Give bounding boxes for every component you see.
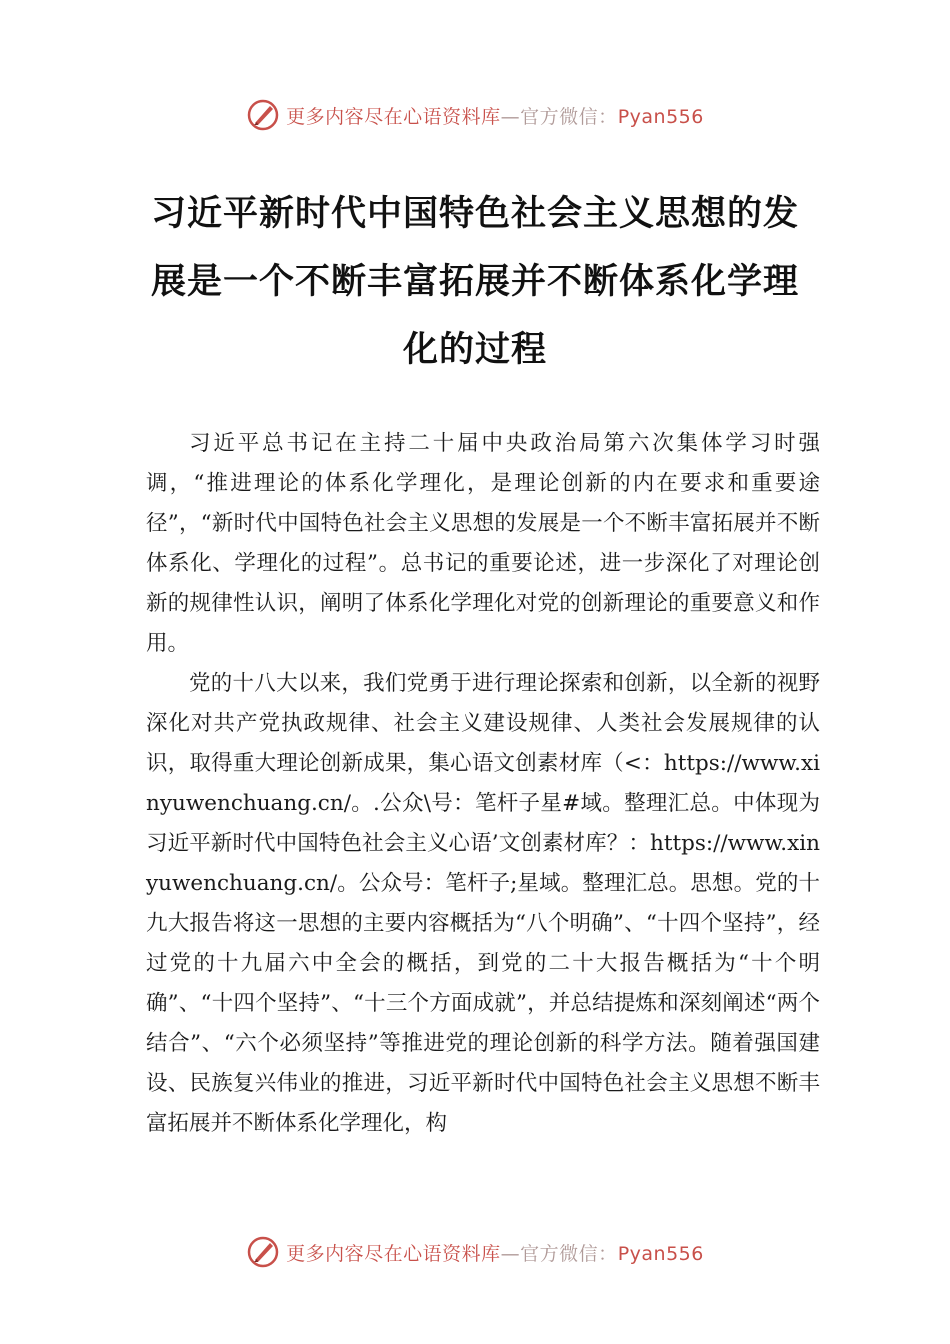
- brush-seal-icon: [246, 98, 280, 132]
- watermark-text: [286, 1239, 704, 1266]
- paragraph-1: 习近平总书记在主持二十届中央政治局第六次集体学习时强调，“推进理论的体系化学理化，是理论创新的内在要求和重要途径”，“新时代中国特色社会主义思想的发展是一个不断丰富拓展并不断体系化、学理化的过程”。总书记的重要论述，进一步深化了对理论创新的规律性认识，阐明了体系化学理化对党的创新理论的重要意义和作用。: [146, 431, 820, 656]
- brush-seal-icon: [246, 1235, 280, 1269]
- paragraph-2: 党的十八大以来，我们党勇于进行理论探索和创新，以全新的视野深化对共产党执政规律、社会主义建设规律、人类社会发展规律的认识，取得重大理论创新成果，集心语文创素材库（<：https://www.xinyuwenchuang.cn/。.公众\号：笔杆子星#域。整理汇总。中体现为习近平新时代中国特色社会主义心语’文创素材库？：https://www.xinyuwenchuang.cn/。公众号：笔杆子;星域。整理汇总。思想。党的十九大报告将这一思想的主要内容概括为“八个明确”、“十四个坚持”，经过党的十九届六中全会的概括，到党的二十大报告概括为“十个明确”、“十四个坚持”、“十三个方面成就”，并总结提炼和深刻阐述“两个结合”、“六个必须坚持”等推进党的理论创新的科学方法。随着强国建设、民族复兴伟业的推进，习近平新时代中国特色社会主义思想不断丰富拓展并不断体系化学理化，构: [146, 671, 820, 1136]
- watermark-name: 更多内容尽在心语资料库: [286, 1242, 501, 1265]
- footer-watermark: [0, 1232, 950, 1272]
- document-title: 习近平新时代中国特色社会主义思想的发展是一个不断丰富拓展并不断体系化学理化的过程: [150, 194, 799, 370]
- watermark-wechat-id: Pyan556: [617, 105, 704, 128]
- header-watermark: [0, 95, 950, 135]
- watermark-wechat-id: Pyan556: [617, 1242, 704, 1265]
- watermark-text: [286, 102, 704, 129]
- watermark-name: 更多内容尽在心语资料库: [286, 105, 501, 128]
- watermark-separator: —官方微信：: [500, 1242, 618, 1265]
- watermark-separator: —官方微信：: [500, 105, 618, 128]
- document-body: [146, 424, 820, 1144]
